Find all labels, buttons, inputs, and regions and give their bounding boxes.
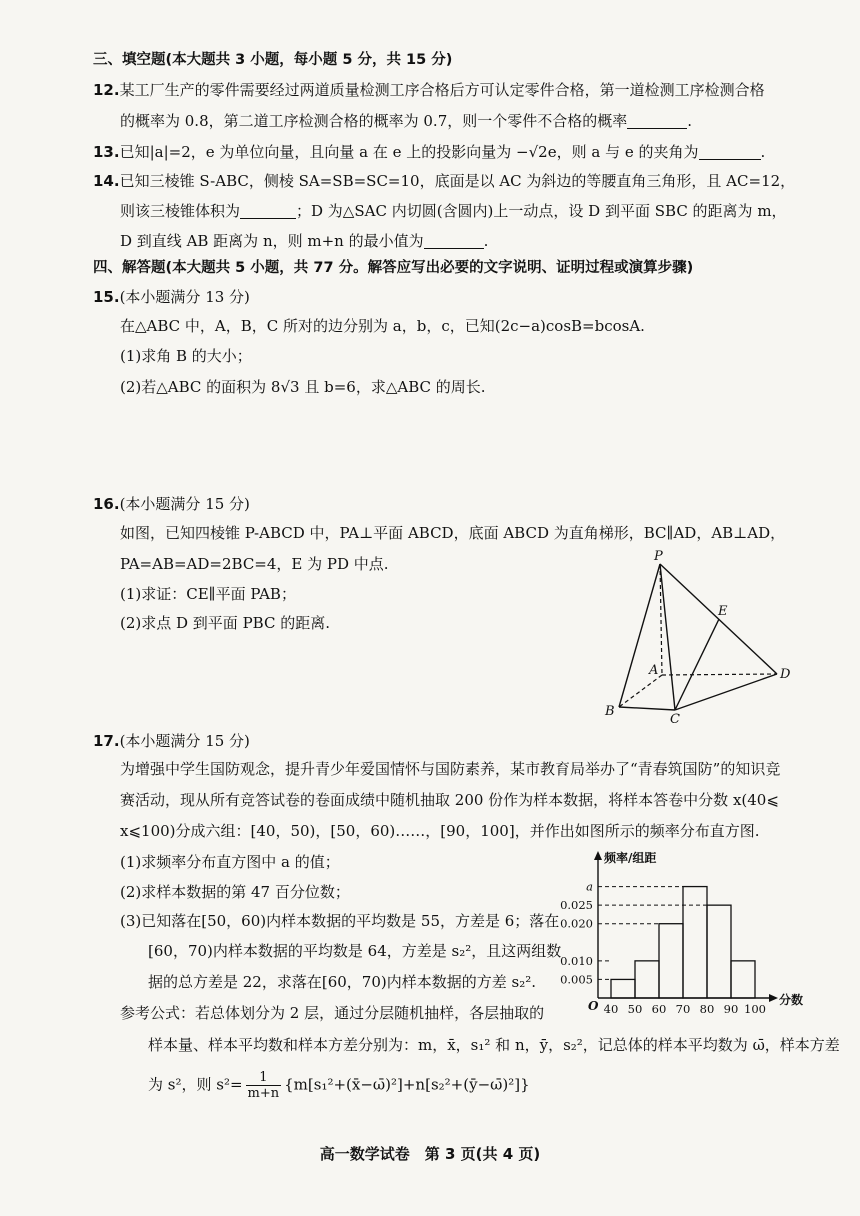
q17-ref-line3: 为 s²，则 s²= $\frac{1}{m+n}$ {m[s₁²+(x̄−ω̄)²]+n[s₂²+(ȳ−ω̄)²]} <box>148 1070 530 1101</box>
edge-bc <box>619 707 675 710</box>
x-tick-label: 60 <box>651 1002 667 1016</box>
label-c: C <box>670 712 680 725</box>
origin-label: O <box>588 999 599 1013</box>
q14-line1: 14.已知三棱锥 S-ABC，侧棱 SA=SB=SC=10，底面是以 AC 为斜边的等腰直角三角形，且 AC=12， <box>93 172 796 190</box>
q16-part2: (2)求点 D 到平面 PBC 的距离. <box>120 614 330 632</box>
q14-line3: D 到直线 AB 距离为 n，则 m+n 的最小值为 . <box>120 232 489 250</box>
q12-line1: 12.某工厂生产的零件需要经过两道质量检测工序合格后方可认定零件合格，第一道检测工序检测合格 <box>93 81 765 99</box>
q16-part1: (1)求证：CE∥平面 PAB； <box>120 585 296 603</box>
y-axis-label: 频率/组距 <box>604 851 657 865</box>
q17-header: 17.(本小题满分 15 分) <box>93 732 250 750</box>
edge-ab-hidden <box>619 675 662 707</box>
page-footer: 高一数学试卷 第 3 页(共 4 页) <box>319 1145 541 1163</box>
q17-ref-line2: 样本量、样本平均数和样本方差分别为：m，x̄，s₁² 和 n，ȳ，s₂²，记总体的样本平均数为 ω̄，样本方差 <box>148 1036 840 1054</box>
y-tick-label: 0.010 <box>560 953 593 968</box>
x-tick-label: 80 <box>699 1002 715 1016</box>
answer-blank[interactable] <box>627 112 687 129</box>
q17-part3-line1: (3)已知落在[50，60)内样本数据的平均数是 55，方差是 6；落在 <box>120 912 560 930</box>
q15-stem: 在△ABC 中，A，B，C 所对的边分别为 a，b，c，已知(2c−a)cosB=bcosA. <box>120 317 645 335</box>
label-b: B <box>605 704 615 719</box>
q17-part1: (1)求频率分布直方图中 a 的值； <box>120 853 340 871</box>
q17-line2: 赛活动，现从所有竞答试卷的卷面成绩中随机抽取 200 份作为样本数据，将样本答卷中分数 x(40⩽ <box>120 791 779 809</box>
section-4-title: 四、解答题(本大题共 5 小题，共 77 分。解答应写出必要的文字说明、证明过程或演算步骤) <box>93 260 694 276</box>
histogram-bar <box>635 961 659 998</box>
frequency-histogram <box>548 846 808 1021</box>
histogram-bar <box>731 961 755 998</box>
section-3-title: 三、填空题(本大题共 3 小题，每小题 5 分，共 15 分) <box>93 52 453 68</box>
q17-part3-line3: 据的总方差是 22，求落在[60，70)内样本数据的方差 s₂². <box>148 973 536 991</box>
answer-blank[interactable] <box>699 143 761 160</box>
edge-pb <box>619 564 660 707</box>
y-axis-arrow <box>594 851 602 860</box>
q15-part2: (2)若△ABC 的面积为 8√3 且 b=6，求△ABC 的周长. <box>120 378 486 396</box>
y-tick-label: 0.020 <box>560 916 593 931</box>
histogram-bar <box>683 887 707 998</box>
x-tick-label: 90 <box>723 1002 739 1016</box>
histogram-bar <box>659 924 683 998</box>
x-tick-label: 100 <box>744 1002 766 1016</box>
q12-line2: 的概率为 0.8，第二道工序检测合格的概率为 0.7，则一个零件不合格的概率 . <box>120 112 693 130</box>
label-p: P <box>654 549 663 564</box>
answer-blank[interactable] <box>424 232 484 249</box>
histogram-bar <box>611 979 635 998</box>
y-tick-label: a <box>586 879 593 894</box>
q15-header: 15.(本小题满分 13 分) <box>93 288 250 306</box>
label-e: E <box>718 604 728 619</box>
edge-ad-hidden <box>662 674 777 675</box>
q16-line1: 如图，已知四棱锥 P-ABCD 中，PA⊥平面 ABCD，底面 ABCD 为直角梯形，BC∥AD，AB⊥AD， <box>120 524 786 542</box>
q14-line2: 则该三棱锥体积为 ；D 为△SAC 内切圆(含圆内)上一动点，设 D 到平面 SBC 的距离为 m， <box>120 202 787 220</box>
label-a: A <box>649 663 659 678</box>
q17-line3: x⩽100)分成六组：[40，50)，[50，60)……，[90，100]，并作出如图所示的频率分布直方图. <box>120 822 760 840</box>
q17-part2: (2)求样本数据的第 47 百分位数； <box>120 883 350 901</box>
x-tick-label: 40 <box>603 1002 619 1016</box>
q16-header: 16.(本小题满分 15 分) <box>93 495 250 513</box>
answer-blank[interactable] <box>240 202 296 219</box>
y-tick-label: 0.005 <box>560 972 593 987</box>
q17-ref-line1: 参考公式：若总体划分为 2 层，通过分层随机抽样，各层抽取的 <box>120 1004 545 1022</box>
x-axis-label: 分数 <box>779 993 804 1007</box>
q17-part3-line2: [60，70)内样本数据的平均数是 64，方差是 s₂²，且这两组数 <box>148 942 562 960</box>
label-d: D <box>780 667 791 682</box>
x-axis-arrow <box>769 994 778 1002</box>
q17-line1: 为增强中学生国防观念，提升青少年爱国情怀与国防素养，某市教育局举办了“青春筑国防”的知识竞 <box>120 760 781 778</box>
y-tick-label: 0.025 <box>560 898 593 913</box>
pyramid-figure <box>600 545 800 725</box>
q13-line: 13.已知|a|=2，e 为单位向量，且向量 a 在 e 上的投影向量为 −√2e，则 a 与 e 的夹角为 . <box>93 143 766 161</box>
histogram-bar <box>707 905 731 998</box>
q15-part1: (1)求角 B 的大小； <box>120 347 252 365</box>
q16-line2: PA=AB=AD=2BC=4，E 为 PD 中点. <box>120 555 389 573</box>
x-tick-label: 50 <box>627 1002 643 1016</box>
edge-pc <box>660 564 675 710</box>
x-tick-label: 70 <box>675 1002 691 1016</box>
formula-fraction: $\frac{1}{m+n}$ <box>247 1070 280 1101</box>
